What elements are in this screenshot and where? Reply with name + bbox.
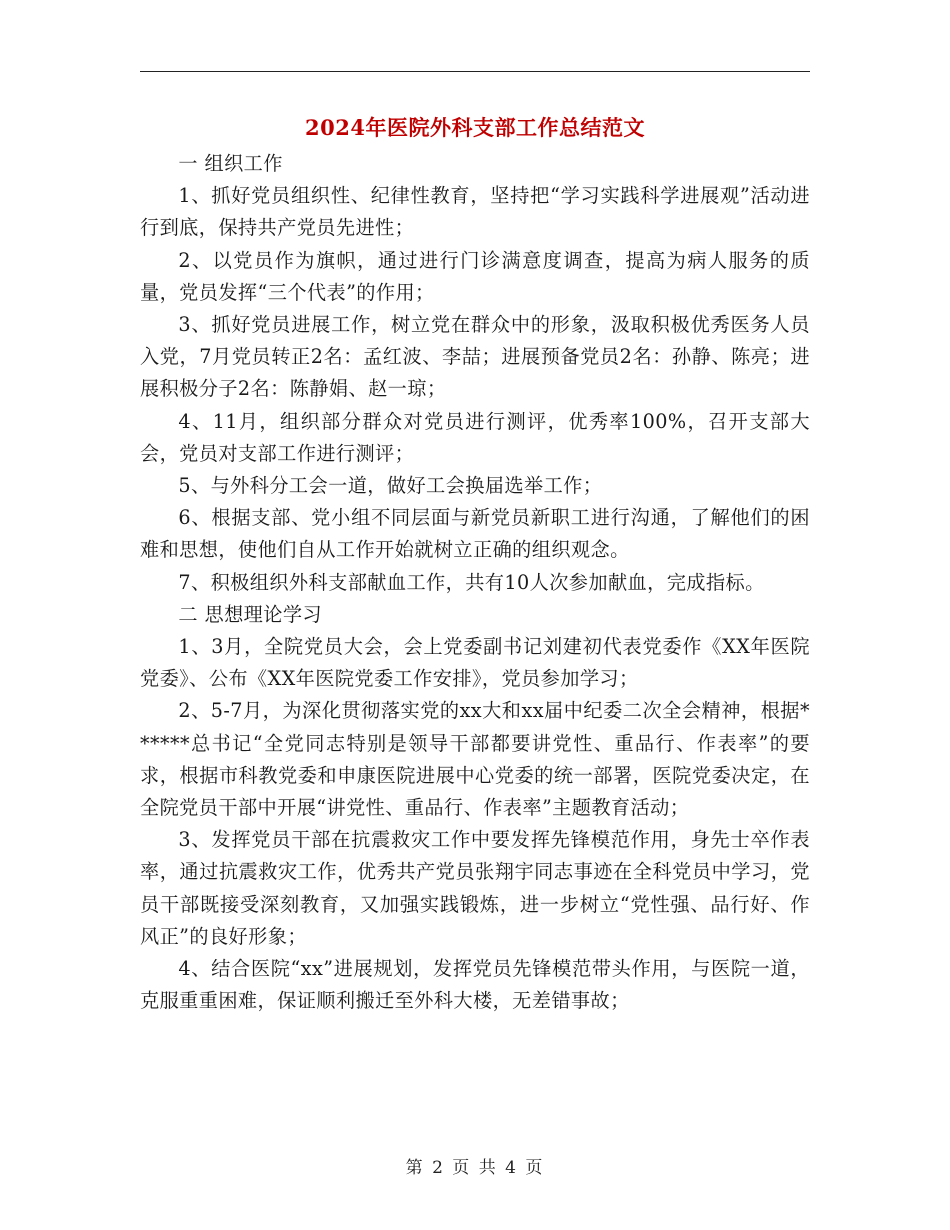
header-rule bbox=[140, 71, 810, 72]
section-heading: 一 组织工作 bbox=[178, 152, 283, 175]
paragraph: 3、抓好党员进展工作，树立党在群众中的形象，汲取积极优秀医务人员入党，7月党员转正2名：孟红波、李喆；进展预备党员2名：孙静、陈亮；进展积极分子2名：陈静娟、赵一琼； bbox=[140, 313, 810, 401]
paragraph: 1、3月，全院党员大会，会上党委副书记刘建初代表党委作《XX年医院党委》、公布《XX年医院党委工作安排》，党员参加学习； bbox=[140, 635, 810, 691]
paragraph: 6、根据支部、党小组不同层面与新党员新职工进行沟通，了解他们的困难和思想，使他们自从工作开始就树立正确的组织观念。 bbox=[140, 506, 810, 562]
paragraph: 4、11月，组织部分群众对党员进行测评，优秀率100%，召开支部大会，党员对支部工作进行测评； bbox=[140, 409, 810, 465]
paragraph: 3、发挥党员干部在抗震救灾工作中要发挥先锋模范作用，身先士卒作表率，通过抗震救灾工作，优秀共产党员张翔宇同志事迹在全科党员中学习，党员干部既接受深刻教育，又加强实践锻炼，进一步树立“党性强、品行好、作风正”的良好形象； bbox=[140, 828, 810, 948]
paragraph: 7、积极组织外科支部献血工作，共有10人次参加献血，完成指标。 bbox=[178, 570, 765, 594]
paragraph: 2、以党员作为旗帜，通过进行门诊满意度调查，提高为病人服务的质量，党员发挥“三个代表”的作用； bbox=[140, 248, 810, 304]
section-heading: 二 思想理论学习 bbox=[178, 602, 323, 626]
document-title: 2024年医院外科支部工作总结范文 bbox=[305, 115, 645, 140]
paragraph: 4、结合医院“xx”进展规划，发挥党员先锋模范带头作用，与医院一道，克服重重困难，保证顺利搬迁至外科大楼，无差错事故； bbox=[140, 957, 810, 1013]
page-number-footer: 第 2 页 共 4 页 bbox=[405, 1158, 545, 1178]
paragraph: 1、抓好党员组织性、纪律性教育，坚持把“学习实践科学进展观”活动进行到底，保持共产党员先进性； bbox=[140, 184, 810, 240]
paragraph: 5、与外科分工会一道，做好工会换届选举工作； bbox=[178, 474, 603, 498]
paragraph: 2、5-7月，为深化贯彻落实党的xx大和xx届中纪委二次全会精神，根据******总书记“全党同志特别是领导干部都要讲党性、重品行、作表率”的要求，根据市科教党委和申康医院进展中心党委的统一部署，医院党委决定，在全院党员干部中开展“讲党性、重品行、作表率”主题教育活动； bbox=[140, 699, 810, 820]
document-body bbox=[140, 148, 810, 1017]
